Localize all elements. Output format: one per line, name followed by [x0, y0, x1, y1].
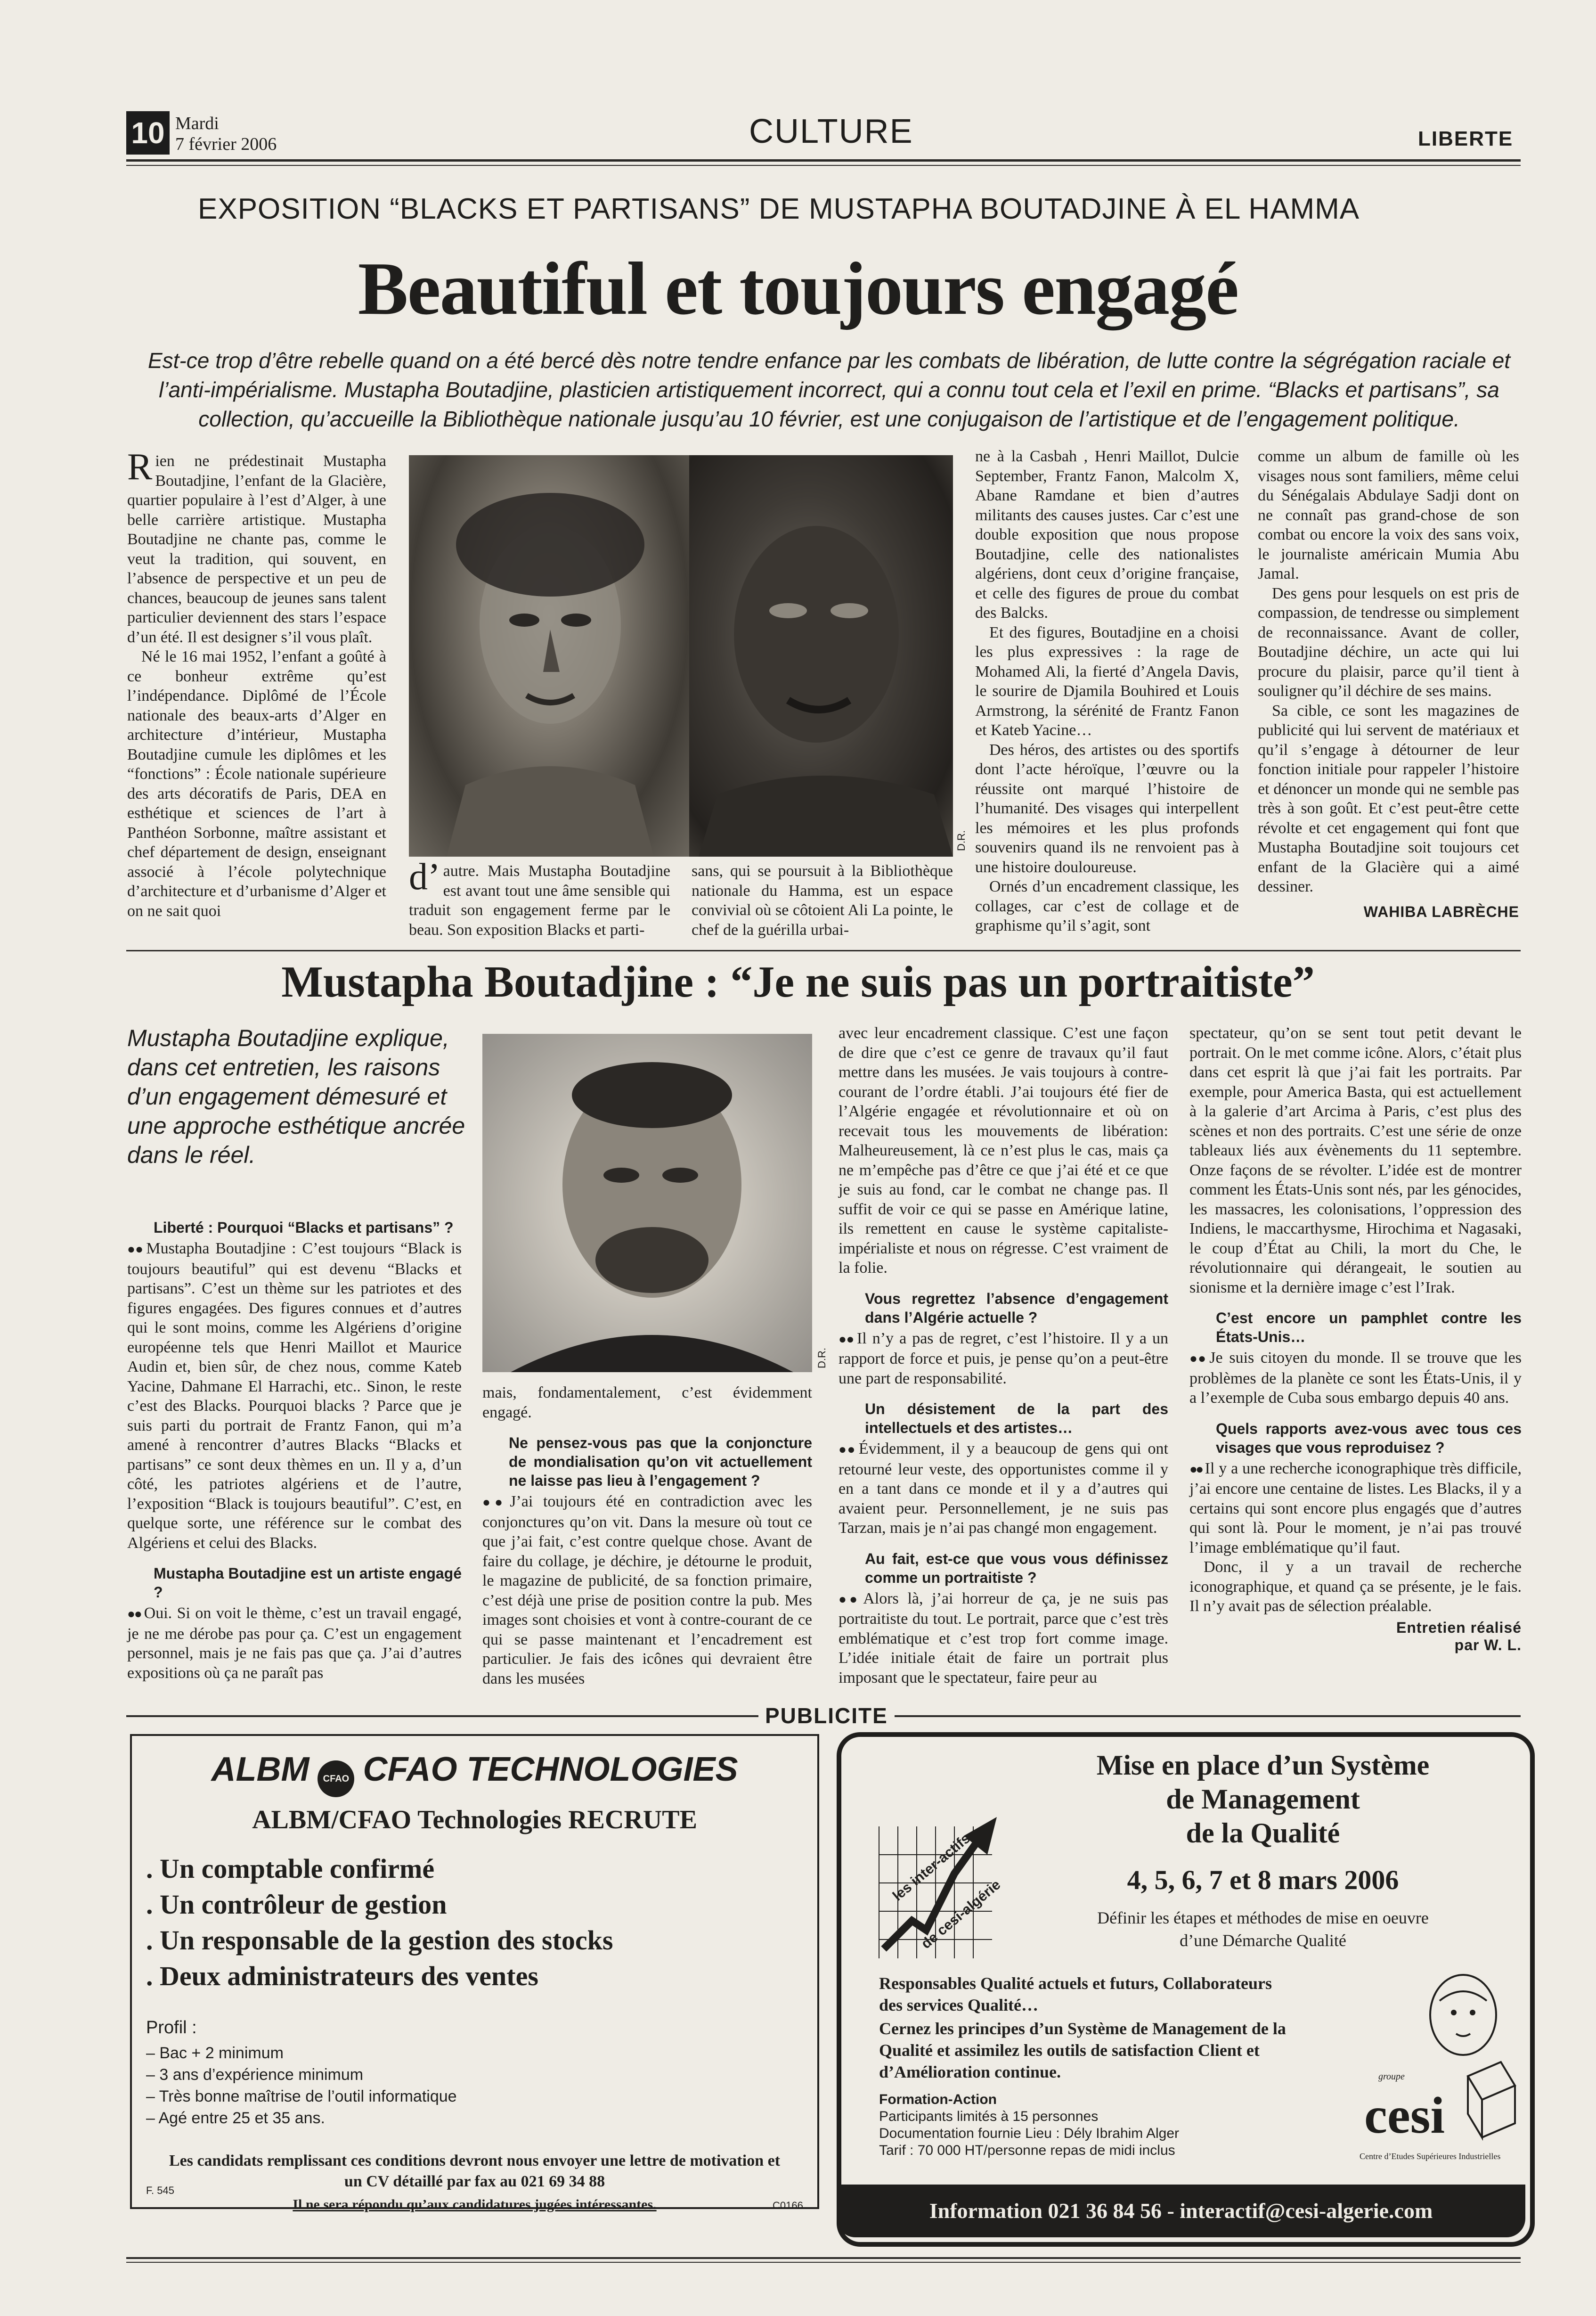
paragraph: Rien ne prédestinait Mustapha Boutadjine, l’enfant de la Glacière, quartier populaire à l’est d’Alger, à une belle carrière artistique. Mustapha Boutadjine ne chante pas, comme le veut la tradition, qui souvent, en l’absence de perspective et un peu de chances, beaucoup de jeunes sans talent particulier deviennent des stars l’espace d’un été. Il est designer s’il vous plaît.: [127, 446, 386, 646]
interview-answer: Mustapha Boutadjine : C’est toujours “Black is toujours beautiful” qui est devenu “Blacks et partisans”. C’est un thème sur les patriotes et des figures engagées. Des figures connues et d’autres qui le sont moins, comme les Algériens d’origine européenne tels que Henri Maillot et Maurice Audin et, bien sûr, de chez nous, comme Kateb Yacine, Dahmane El Harrachi, etc.. Sinon, le reste c’est des Blacks. Pourquoi blacks ? Parce que je suis parti du portrait de Frantz Fanon, qui m’a amené à rencontrer d’autres Blacks “Blacks et partisans” ce sont deux thèmes en un. Il y a, d’un côté, les patriotes algériens et de l’autre, l’exposition “Black is toujours beautiful”. C’est, en quelque sorte, une référence sur le combat des Algériens et celui des Blacks.: [127, 1240, 462, 1552]
interview-answer: Je suis citoyen du monde. Il se trouve que les problèmes de la planète ce sont les États-Unis, il y a l’exemple de Cuba sous embargo depuis 40 ans.: [1189, 1349, 1522, 1407]
interview-question: Au fait, est-ce que vous vous définissez comme un portraitiste ?: [865, 1550, 1168, 1586]
cfao-brand: CFAO TECHNOLOGIES: [363, 1751, 738, 1788]
profil-item: – Agé entre 25 et 35 ans.: [146, 2109, 325, 2127]
portrait-face-left: [409, 455, 689, 857]
cesi-title-line: de la Qualité: [1186, 1817, 1340, 1849]
paragraph: Sa cible, ce sont les magazines de publicité qui lui servent de matériaux et qu’il s’engage à détourner de leur fonction initiale pour rappeler l’histoire et dénoncer un monde qui ne semble pas très à son goût. Et c’est peut-être cette révolte et cet engagement qui font que Mustapha Boutadjine soit toujours cet enfant de la Glacière qui a aimé dessiner.: [1258, 702, 1519, 895]
cesi-format-line: Tarif : 70 000 HT/personne repas de midi inclus: [879, 2143, 1175, 2158]
paragraph: sans, qui se poursuit à la Bibliothèque nationale du Hamma, est un espace convivial où se côtoient Ali La pointe, le chef de la guérilla urbai-: [692, 862, 953, 939]
cesi-audience-line: Responsables Qualité actuels et futurs, Collaborateurs: [879, 1974, 1272, 1993]
apply-instructions: Les candidats remplissant ces conditions devront nous envoyer une lettre de motivation et un CV détaillé par fax au 021 69 34 88: [169, 2152, 781, 2190]
photo-credit: D.R.: [955, 830, 967, 851]
interview-signature: Entretien réalisé: [1396, 1619, 1522, 1636]
header-rule-thin: [126, 165, 1521, 166]
position-list: [146, 1851, 613, 1994]
recruit-title: ALBM/CFAO Technologies RECRUTE: [252, 1805, 697, 1834]
cesi-logo-text: cesi: [1364, 2087, 1445, 2144]
bullet-icon: ●●: [1189, 1351, 1207, 1366]
profil-item: – Très bonne maîtrise de l’outil informatique: [146, 2087, 457, 2105]
paragraph: Donc, il y a un travail de recherche iconographique, et quand ça se présente, je le fais. Il n’y avait pas de sélection préalable.: [1189, 1558, 1522, 1615]
cesi-dates: 4, 5, 6, 7 et 8 mars 2006: [1127, 1865, 1399, 1895]
interview-answer: Évidemment, il y a beaucoup de gens qui ont retourné leur veste, des opportunistes comme il y en a tant dans ce monde et il y a d’autres qui avaient peur. Personnellement, je ne suis pas Tarzan, mais je n’ai pas changé mon engagement.: [839, 1440, 1169, 1537]
paragraph: avec leur encadrement classique. C’est une façon de dire que c’est ce genre de travaux qu’il faut mettre dans les musées. Je vais toujours à contre-courant de l’ordre établi. J’ai toujours été fier de l’Algérie engagée et révolutionnaire et où on recevait tous les mouvements de libération: Malheureusement, là ce n’est plus le cas, mais ça ne m’empêche pas d’être ce que j’ai été et ce que je suis au fond, car le combat ne change pas. Il suffit de voir ce qui se passe en Amérique latine, ils remettent en cause le système capitaliste-impérialiste et nous on régresse. C’est vraiment de la folie.: [839, 1024, 1168, 1277]
interview-column-2: [482, 1383, 812, 1688]
article-standfirst: Est-ce trop d’être rebelle quand on a été bercé dès notre tendre enfance par les combats de libération, de lutte contre la ségrégation raciale et l’anti-impérialisme. Mustapha Boutadjine, plasticien artistiquement incorrect, qui a connu tout cela et l’exil en prime. “Blacks et partisans”, sa collection, qu’accueille la Bibliothèque nationale jusqu’au 10 février, est une conjugaison de l’artistique et de l’engagement politique.: [147, 348, 1511, 431]
cesi-subtitle-line: Définir les étapes et méthodes de mise en oeuvre: [1097, 1908, 1429, 1927]
cesi-logo: [1360, 1972, 1520, 2170]
footer-rule: [126, 2257, 1521, 2259]
cesi-title: [1002, 1748, 1524, 1850]
interview-column-1: [127, 1218, 462, 1683]
paragraph: comme un album de famille où les visages nous sont familiers, même celui du Sénégalais Abdulaye Sadji dont on ne connaît pas grand-chose de son combat ou encore la voix des sans voix, le journaliste américain Mumia Abu Jamal.: [1258, 448, 1519, 582]
section-label: CULTURE: [749, 113, 913, 150]
cesi-goal-line: Cernez les principes d’un Système de Management de la: [879, 2019, 1286, 2038]
albm-brand: ALBM: [211, 1751, 309, 1788]
publicite-label: PUBLICITE: [758, 1703, 895, 1728]
portrait-artwork-left: [409, 455, 689, 857]
header-rule: [126, 159, 1521, 162]
ad-ref-right: C0166: [773, 2200, 803, 2211]
portrait-face-right: [689, 455, 953, 857]
article-headline: Beautiful et toujours engagé: [358, 246, 1238, 330]
interview-question: Vous regrettez l’absence d’engagement dans l’Algérie actuelle ?: [865, 1290, 1168, 1326]
cesi-goal-line: d’Amélioration continue.: [879, 2062, 1061, 2081]
position-item: . Un contrôleur de gestion: [146, 1889, 447, 1920]
cesi-title-line: Mise en place d’un Système: [1096, 1750, 1430, 1781]
bullet-icon: ●●: [482, 1495, 507, 1510]
article-kicker: EXPOSITION “BLACKS ET PARTISANS” DE MUSTAPHA BOUTADJINE À EL HAMMA: [198, 193, 1360, 225]
bullet-icon: ●●: [127, 1242, 144, 1257]
cesi-contact: Information 021 36 84 56 - interactif@cesi-algerie.com: [929, 2199, 1433, 2223]
paragraph: mais, fondamentalement, c’est évidemment engagé.: [482, 1384, 812, 1421]
interview-photo: [482, 1034, 812, 1372]
article1-column-4: [975, 447, 1239, 936]
footer-rule-thin: [126, 2262, 1521, 2263]
header-date: 7 février 2006: [175, 134, 277, 154]
portrait-artwork-right: [689, 455, 953, 857]
inter-actifs-logo: [870, 1808, 1016, 1968]
cfao-logo-icon: CFAO: [318, 1760, 354, 1797]
paragraph: Des gens pour lesquels on est pris de compassion, de tendresse ou simplement de reconnaissance. Avant de coller, Boutadjine déchire, un acte qui lui procure du plaisir, parce qu’il tient à souligner qu’il déchire de ses mains.: [1258, 584, 1519, 700]
ad-ref-left: F. 545: [146, 2185, 174, 2196]
header-day: Mardi: [175, 114, 219, 133]
cesi-goal-line: Qualité et assimilez les outils de satisfaction Client et: [879, 2041, 1260, 2060]
page-number: 10: [126, 111, 170, 155]
cesi-audience: [879, 1972, 1374, 2016]
cesi-format-label: Formation-Action: [879, 2092, 997, 2107]
cesi-fullname: Centre d’Etudes Supérieures Industrielles: [1360, 2152, 1501, 2161]
logo-text-bottom: de cesi-algérie: [918, 1876, 1004, 1952]
interview-intro: Mustapha Boutadjine explique, dans cet entretien, les raisons d’un engagement démesuré et une approche esthétique ancrée dans le réel.: [127, 1025, 465, 1168]
interview-answer: Il n’y a pas de regret, c’est l’histoire. Il y a un rapport de force et puis, je pense qu’on a peut-être une part de responsabilité.: [839, 1329, 1168, 1387]
interview-column-3: [839, 1023, 1168, 1687]
bullet-icon: ●●: [839, 1332, 854, 1347]
interview-answer: Il y a une recherche iconographique très difficile, j’ai encore une centaine de listes. Les Blacks, il y a certains qui sont encore plus engagés que d’autres qui sont là. Pour le moment, je n’ai pas trouvé l’image emblématique qu’il faut.: [1189, 1459, 1522, 1556]
article-signature: WAHIBA LABRÈCHE: [1363, 903, 1519, 920]
cesi-format-line: Participants limités à 15 personnes: [879, 2109, 1099, 2124]
interview-question: Quels rapports avez-vous avec tous ces visages que vous reproduisez ?: [1216, 1420, 1522, 1456]
interview-answer: Alors là, j’ai horreur de ça, je ne suis pas portraitiste du tout. Le portrait, parce que c’est très emblématique et c’est trop fort comme image. L’idée initiale était de faire un portrait plus imposant que le spectateur, faire peur au: [839, 1589, 1168, 1686]
cesi-format-line: Documentation fournie Lieu : Dély Ibrahim Alger: [879, 2126, 1180, 2141]
cesi-subtitle: [1002, 1907, 1524, 1952]
profil-item: – Bac + 2 minimum: [146, 2044, 284, 2062]
cesi-goal: [879, 2018, 1374, 2083]
cesi-subtitle-line: d’une Démarche Qualité: [1180, 1931, 1346, 1950]
logo-text-top: les inter-actifs: [889, 1830, 973, 1904]
interview-portrait: [482, 1034, 812, 1372]
bullet-icon: ●●: [839, 1592, 861, 1607]
position-item: . Un comptable confirmé: [146, 1853, 435, 1884]
paragraph: Et des figures, Boutadjine en a choisi les plus expressives : la rage de Mohamed Ali, la fierté d’Angela Davis, le sourire de Djamila Bouhired et Louis Armstrong, la sérénité de Frantz Fanon et Kateb Yacine…: [975, 623, 1239, 739]
cesi-group-label: groupe: [1378, 2071, 1405, 2082]
profil-label: Profil :: [146, 2018, 197, 2038]
paragraph: ne à la Casbah , Henri Maillot, Dulcie September, Frantz Fanon, Malcolm X, Abane Ramdane et bien d’autres militants des causes justes. Car c’est une double exposition que nous propose Boutadjine, celle des nationalistes algériens, dont ceux d’origine française, et celle des figures de proue du combat des Balcks.: [975, 448, 1239, 622]
article1-column-5: [1258, 447, 1519, 921]
bullet-icon: ●●: [127, 1607, 141, 1621]
albm-logo-row: [132, 1750, 817, 1797]
interview-question: Mustapha Boutadjine est un artiste engagé ?: [154, 1565, 462, 1601]
interview-headline: Mustapha Boutadjine : “Je ne suis pas un portraitiste”: [281, 957, 1315, 1007]
interview-answer: J’ai toujours été en contradiction avec les conjonctures qu’on vit. Dans la mesure où tout ce que j’ai fait, c’est contre quelque chose. Avant de faire du collage, je déchire, je détourne le produit, le magazine de publicité, de sa fonction primaire, c’est déjà une prise de position contre la pub. Mes images sont choisies et vont à contre-courant de ce qui se passe maintenant et l’encadrement est particulier. Je fais des icônes qui devraient être dans les musées: [482, 1493, 812, 1687]
cesi-format: [879, 2091, 1303, 2159]
article-divider: [126, 950, 1521, 951]
cesi-info-bar: [837, 2185, 1525, 2237]
interview-question: Ne pensez-vous pas que la conjoncture de mondialisation qu’on vit actuellement ne laisse pas lieu à l’engagement ?: [509, 1434, 812, 1489]
paragraph: spectateur, qu’on se sent tout petit devant le portrait. On le met comme icône. Alors, c’était plus dans cet esprit là que j’ai fait les portraits. Par exemple, pour America Basta, qui est actuellement à la galerie d’art Arcima à Paris, c’est plus des scènes et non des portraits. C’est une série de onze tableaux liés aux évènements du 11 septembre. Onze façons de se révolter. L’idée est de montrer comment les États-Unis sont nés, par les génocides, les massacres, les colonisations, l’oppression des Indiens, le maccarthysme, Hirochima et Nagasaki, le coup d’État au Chili, la mort du Che, le révolutionnaire qui dérangeait, le soutien au sionisme et la dernière image c’est l’Irak.: [1189, 1024, 1522, 1296]
paragraph: Ornés d’un encadrement classique, les collages, car c’est de collage et de graphisme qu’il s’agit, sont: [975, 878, 1239, 934]
interview-signature: par W. L.: [1454, 1636, 1522, 1653]
interview-question: Un désistement de la part des intellectuels et des artistes…: [865, 1400, 1168, 1436]
profil-list: [146, 2017, 457, 2129]
interview-answer: Oui. Si on voit le thème, c’est un travail engagé, je ne me dérobe pas pour ça. C’est un engagement personnel, mais je ne fais pas que ça. J’ai d’autres expositions où ça ne paraît pas: [127, 1604, 462, 1682]
interview-column-4: [1189, 1023, 1522, 1654]
photo-credit: D.R.: [816, 1348, 828, 1368]
ad-disclaimer: Il ne sera répondu qu’aux candidatures jugées intéressantes.: [293, 2197, 657, 2212]
profil-item: – 3 ans d’expérience minimum: [146, 2066, 364, 2084]
position-item: . Un responsable de la gestion des stocks: [146, 1925, 613, 1956]
position-item: . Deux administrateurs des ventes: [146, 1961, 538, 1991]
article1-column-2: [409, 856, 670, 940]
paragraph: Des héros, des artistes ou des sportifs dont l’acte héroïque, l’œuvre ou la réussite ont marqué l’histoire de l’humanité. Des visages qui interpellent les mémoires et les plus profonds souvenirs quand ils ne renvoient pas à une histoire douloureuse.: [975, 741, 1239, 876]
bullet-icon: ●●: [1189, 1462, 1202, 1477]
interview-question: C’est encore un pamphlet contre les États-Unis…: [1216, 1309, 1522, 1345]
article1-column-3: [692, 861, 953, 940]
bullet-icon: ●●: [839, 1442, 856, 1457]
cesi-title-line: de Management: [1166, 1784, 1360, 1815]
ad-cesi: [837, 1732, 1535, 2247]
article1-column-1: [127, 446, 386, 921]
newspaper-name: LIBERTE: [1418, 127, 1514, 150]
cesi-audience-line: des services Qualité…: [879, 1996, 1038, 2014]
interview-question: Liberté : Pourquoi “Blacks et partisans” ?: [154, 1219, 454, 1236]
paragraph: d’autre. Mais Mustapha Boutadjine est avant tout une âme sensible qui traduit son engagement ferme par le beau. Son exposition Blacks et parti-: [409, 856, 670, 939]
paragraph: Né le 16 mai 1952, l’enfant a goûté à ce bonheur extrême qu’est l’indépendance. Diplômé de l’École nationale des beaux-arts d’Alger en architecture d’intérieur, Mustapha Boutadjine cumule les diplômes et les “fonctions” : École nationale supérieure des arts décoratifs de Paris, DEA en esthétique et sciences de l’art à Panthéon Sorbonne, maître assistant et chef département de design, enseignant associé à l’école polytechnique d’architecture et d’urbanisme d’Alger et on ne sait quoi: [127, 648, 386, 920]
ad-albm-cfao: [130, 1734, 819, 2212]
